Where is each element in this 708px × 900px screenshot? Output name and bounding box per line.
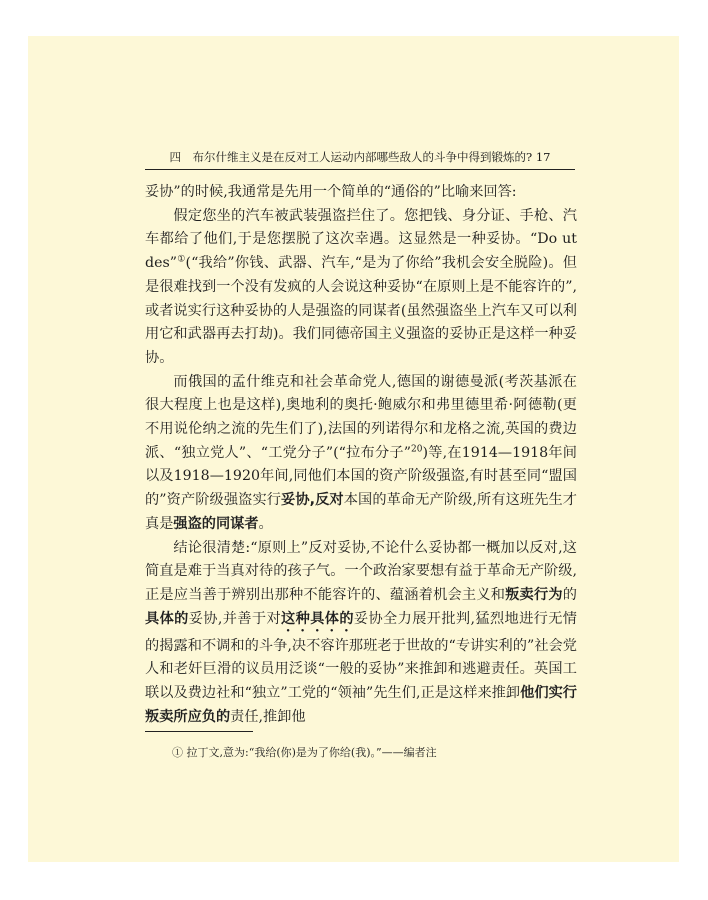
footnote-text: 拉丁文,意为:“我给(你)是为了你给(我)。”——编者注: [186, 746, 437, 759]
footnote: [172, 744, 437, 760]
emphasis-their-treachery: 他们实行叛卖所应负的: [145, 685, 577, 725]
running-title: 四 布尔什维主义是在反对工人运动内部哪些敌人的斗争中得到锻炼的?: [169, 150, 533, 164]
paragraph-4-text-b: 的: [562, 586, 577, 603]
paragraph-4-text-c: 妥协,并善于对: [188, 610, 282, 627]
paragraph-4: [145, 537, 577, 730]
paragraph-3-text-c: 本国的革命无产阶级,所有这班先生才真是: [145, 492, 577, 532]
emphasis-compromise-against: 妥协,反对: [281, 492, 344, 509]
note-reference-20[interactable]: 20: [411, 444, 423, 454]
emphasis-concrete: 具体的: [145, 610, 189, 627]
page-number: 17: [535, 150, 551, 164]
footnote-mark[interactable]: ①: [177, 254, 186, 265]
paragraph-2: [145, 205, 577, 371]
paragraph-2-text-b: (“我给”你钱、武器、汽车,“是为了你给”我机会安全脱险)。但是很难找到一个没有发疯的人会说这种妥协“在原则上是不能容许的”,或者说实行这种妥协的人是强盗的同谋者(虽然强盗坐上汽车又可以利用它和武器再去打劫)。我们同德帝国主义强盗的妥协正是这样一种妥协。: [145, 255, 577, 366]
footnote-divider: [145, 731, 253, 732]
paragraph-1: [145, 181, 577, 205]
paragraph-3-text-b: )等,在1914—1918年间以及1918—1920年间,同他们本国的资产阶级强盗,有时甚至同“盟国的”资产阶级强盗实行: [145, 444, 577, 509]
paragraph-4-text-e: 责任,推卸他: [230, 708, 306, 725]
paragraph-3-text-a: 而俄国的孟什维克和社会革命党人,德国的谢德曼派(考茨基派在很大程度上也是这样),奥地利的奥托·鲍威尔和弗里德里希·阿德勒(更不用说伦纳之流的先生们了),法国的列诺得尔和龙格之流,英国的费边派、“独立党人”、“工党分子”(“拉布分子”: [145, 373, 577, 461]
paragraph-3: [145, 371, 577, 537]
emphasis-treachery: 叛卖行为: [505, 586, 563, 603]
body-text: [145, 181, 577, 729]
emphasis-dotted-this-concrete: 这种具体的: [281, 610, 354, 627]
paragraph-3-text-d: 。: [258, 515, 273, 532]
paragraph-4-text-a: 结论很清楚:“原则上”反对妥协,不论什么妥协都一概加以反对,这简直是难于当真对待的孩子气。一个政治家要想有益于革命无产阶级,正是应当善于辨别出那种不能容许的、蕴涵着机会主义和: [145, 539, 577, 603]
paragraph-2-text-a: 假定您坐的汽车被武装强盗拦住了。您把钱、身分证、手枪、汽车都给了他们,于是您摆脱了这次幸遇。这显然是一种妥协。“Do ut des”: [145, 207, 577, 272]
running-header: [145, 147, 575, 170]
paragraph-4-text-d: 妥协全力展开批判,猛烈地进行无情的揭露和不调和的斗争,决不容许那班老于世故的“专讲实利的”社会党人和老奸巨滑的议员用泛谈“一般的妥协”来推卸和逃避责任。英国工联以及费边社和“独立”工党的“领袖”先生们,正是这样来推卸: [145, 610, 577, 702]
footnote-mark: ①: [172, 746, 183, 759]
paragraph-1-text: 妥协”的时候,我通常是先用一个简单的“通俗的”比喻来回答:: [145, 184, 517, 200]
emphasis-accomplices: 强盗的同谋者: [173, 515, 259, 532]
